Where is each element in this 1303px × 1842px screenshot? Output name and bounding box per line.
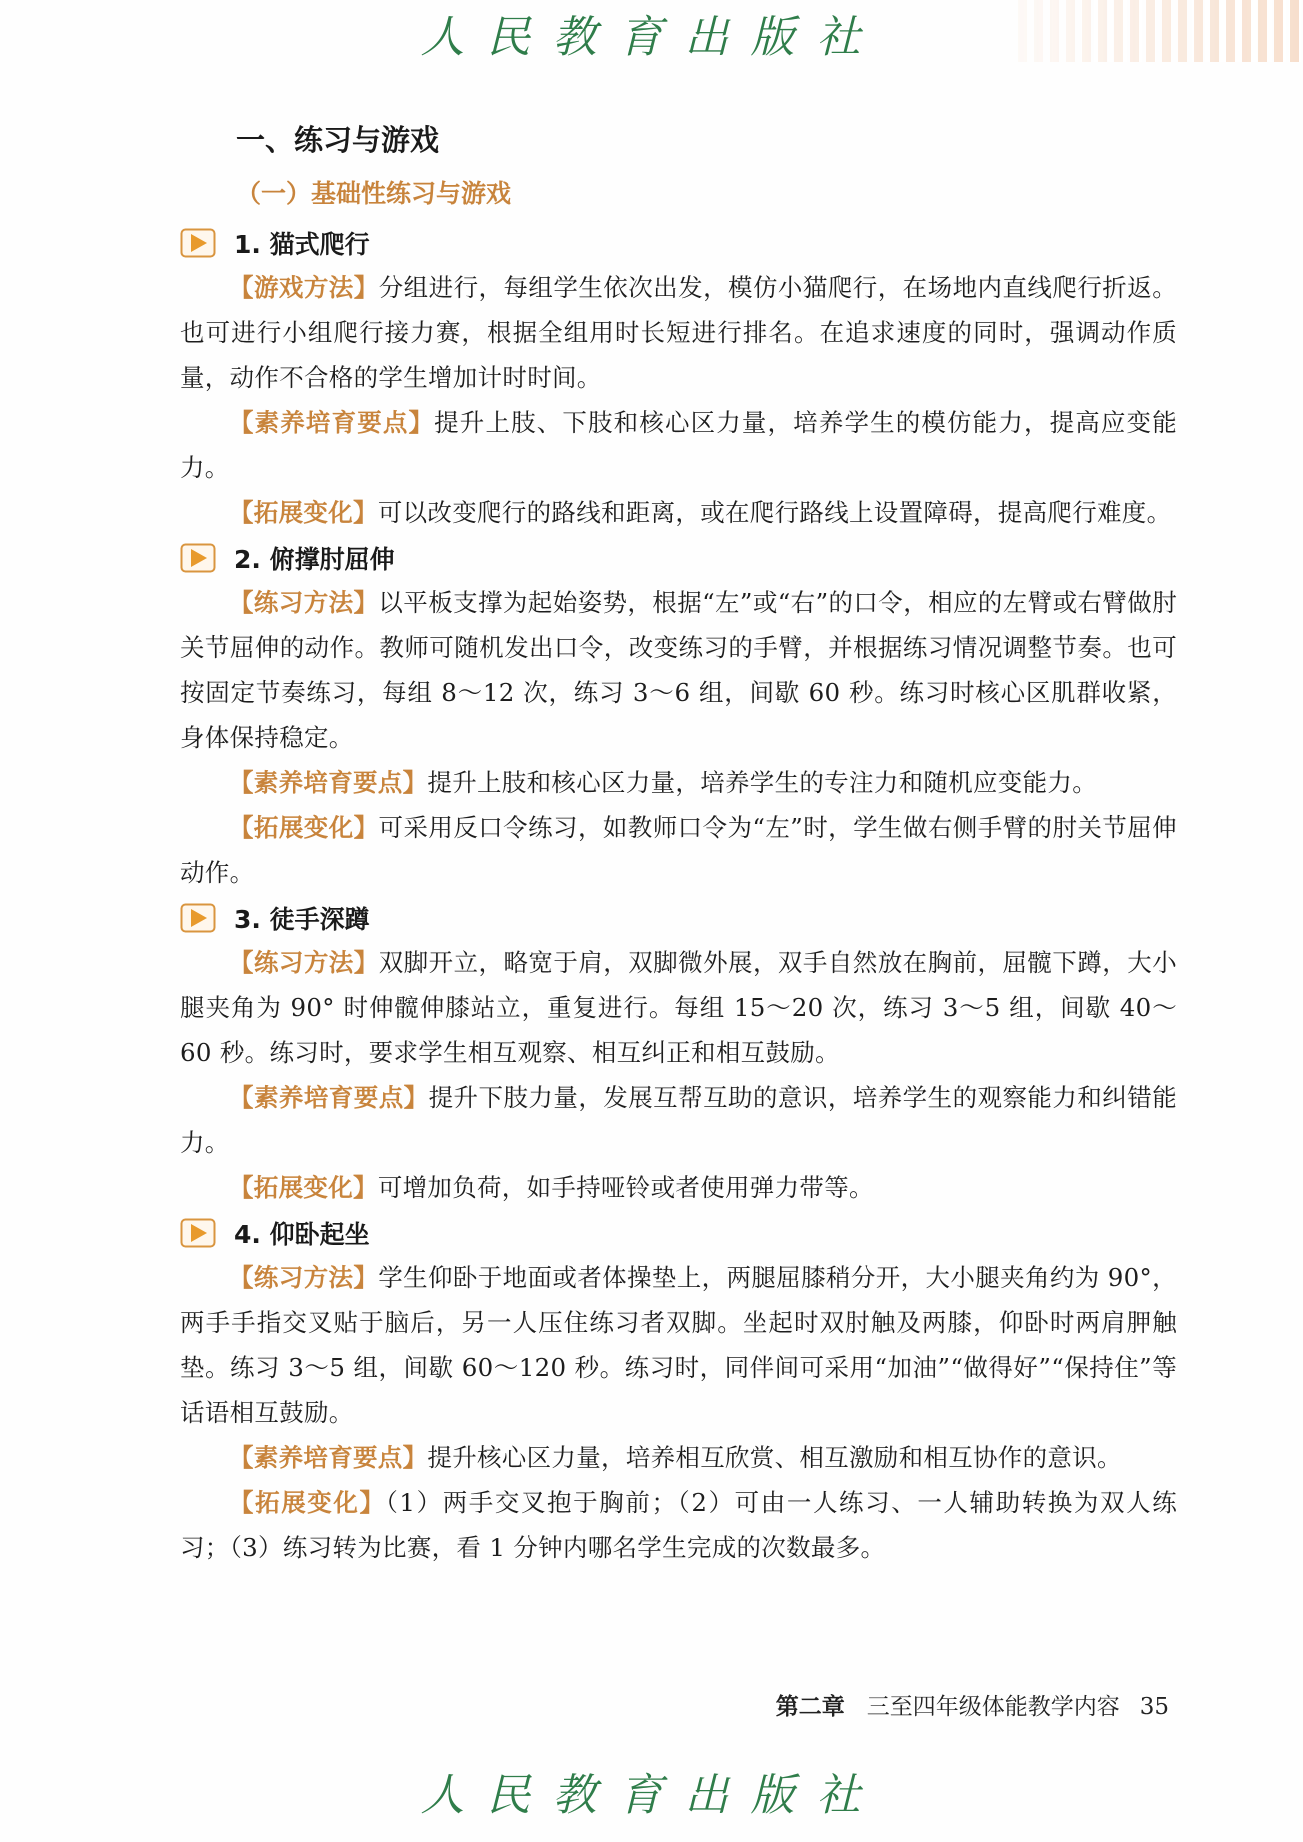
- play-icon: [180, 543, 216, 573]
- exercise-paragraph: [180, 400, 1177, 490]
- exercise-item: [180, 535, 1177, 895]
- exercise-paragraph: [180, 265, 1177, 400]
- paragraph-tag: 【游戏方法】: [229, 273, 379, 302]
- page-footer: [776, 1688, 1169, 1721]
- publisher-logo-footer: 人民教育出版社: [420, 1770, 883, 1821]
- paragraph-text: 提升核心区力量，培养相互欣赏、相互激励和相互协作的意识。: [427, 1443, 1122, 1472]
- exercise-title-row: [180, 535, 1177, 580]
- exercise-item: [180, 220, 1177, 535]
- paragraph-text: （1）两手交叉抱于胸前；（2）可由一人练习、一人辅助转换为双人练习；（3）练习转为比赛，看 1 分钟内哪名学生完成的次数最多。: [180, 1488, 1177, 1562]
- paragraph-tag: 【素养培育要点】: [229, 1083, 429, 1112]
- page-content: [180, 118, 1177, 1570]
- exercise-title: 2. 俯撑肘屈伸: [234, 544, 395, 574]
- paragraph-tag: 【素养培育要点】: [229, 1443, 428, 1472]
- paragraph-tag: 【拓展变化】: [229, 1488, 386, 1517]
- footer-chapter: 第二章: [775, 1693, 845, 1720]
- paragraph-text: 分组进行，每组学生依次出发，模仿小猫爬行，在场地内直线爬行折返。也可进行小组爬行接力赛，根据全组用时长短进行排名。在追求速度的同时，强调动作质量，动作不合格的学生增加计时时间。: [180, 273, 1177, 392]
- paragraph-text: 以平板支撑为起始姿势，根据“左”或“右”的口令，相应的左臂或右臂做肘关节屈伸的动作。教师可随机发出口令，改变练习的手臂，并根据练习情况调整节奏。也可按固定节奏练习，每组 8～12 次，练习 3～6 组，间歇 60 秒。练习时核心区肌群收紧，身体保持稳定。: [180, 588, 1177, 752]
- subsection-title: （一）基础性练习与游戏: [236, 179, 512, 208]
- exercise-paragraph: [180, 580, 1177, 760]
- exercise-title: 4. 仰卧起坐: [234, 1219, 370, 1249]
- paragraph-tag: 【练习方法】: [229, 588, 379, 617]
- exercise-paragraph: [180, 940, 1177, 1075]
- paragraph-text: 双脚开立，略宽于肩，双脚微外展，双手自然放在胸前，屈髋下蹲，大小腿夹角为 90° 时伸髋伸膝站立，重复进行。每组 15～20 次，练习 3～5 组，间歇 40～60 秒。练习时，要求学生相互观察、相互纠正和相互鼓励。: [180, 948, 1177, 1067]
- paragraph-text: 可以改变爬行的路线和距离，或在爬行路线上设置障碍，提高爬行难度。: [377, 498, 1172, 527]
- exercise-paragraph: [180, 490, 1177, 535]
- paragraph-text: 提升下肢力量，发展互帮互助的意识，培养学生的观察能力和纠错能力。: [180, 1083, 1177, 1157]
- exercise-paragraph: [180, 760, 1177, 805]
- exercise-title-row: [180, 220, 1177, 265]
- exercise-paragraph: [180, 1480, 1177, 1570]
- exercise-item: [180, 895, 1177, 1210]
- paragraph-tag: 【素养培育要点】: [229, 768, 428, 797]
- page-number: 35: [1139, 1694, 1169, 1720]
- exercise-item: [180, 1210, 1177, 1570]
- exercise-title: 1. 猫式爬行: [234, 229, 370, 259]
- exercise-paragraph: [180, 1255, 1177, 1435]
- exercise-title-row: [180, 895, 1177, 940]
- play-icon: [180, 228, 216, 258]
- play-icon: [180, 1218, 216, 1248]
- footer-chapter-title: 三至四年级体能教学内容: [866, 1694, 1120, 1720]
- paragraph-tag: 【练习方法】: [229, 1263, 379, 1292]
- exercise-paragraph: [180, 1435, 1177, 1480]
- publisher-logo-header: 人民教育出版社: [420, 12, 883, 63]
- paragraph-tag: 【练习方法】: [229, 948, 379, 977]
- exercise-paragraph: [180, 1075, 1177, 1165]
- play-icon: [180, 903, 216, 933]
- paragraph-tag: 【拓展变化】: [229, 1173, 378, 1202]
- paragraph-text: 提升上肢和核心区力量，培养学生的专注力和随机应变能力。: [427, 768, 1098, 797]
- exercise-list: [180, 220, 1177, 1570]
- paragraph-tag: 【素养培育要点】: [229, 408, 435, 437]
- paragraph-text: 可增加负荷，如手持哑铃或者使用弹力带等。: [377, 1173, 874, 1202]
- exercise-paragraph: [180, 805, 1177, 895]
- paragraph-text: 提升上肢、下肢和核心区力量，培养学生的模仿能力，提高应变能力。: [180, 408, 1177, 482]
- exercise-title: 3. 徒手深蹲: [234, 904, 370, 934]
- paragraph-tag: 【拓展变化】: [229, 813, 379, 842]
- paragraph-text: 学生仰卧于地面或者体操垫上，两腿屈膝稍分开，大小腿夹角约为 90°，两手手指交叉贴于脑后，另一人压住练习者双脚。坐起时双肘触及两膝，仰卧时两肩胛触垫。练习 3～5 组，间歇 60～120 秒。练习时，同伴间可采用“加油”“做得好”“保持住”等话语相互鼓励。: [180, 1263, 1177, 1427]
- exercise-title-row: [180, 1210, 1177, 1255]
- exercise-paragraph: [180, 1165, 1177, 1210]
- paragraph-text: 可采用反口令练习，如教师口令为“左”时，学生做右侧手臂的肘关节屈伸动作。: [180, 813, 1177, 887]
- paragraph-tag: 【拓展变化】: [229, 498, 378, 527]
- section-title: 一、练习与游戏: [236, 123, 440, 157]
